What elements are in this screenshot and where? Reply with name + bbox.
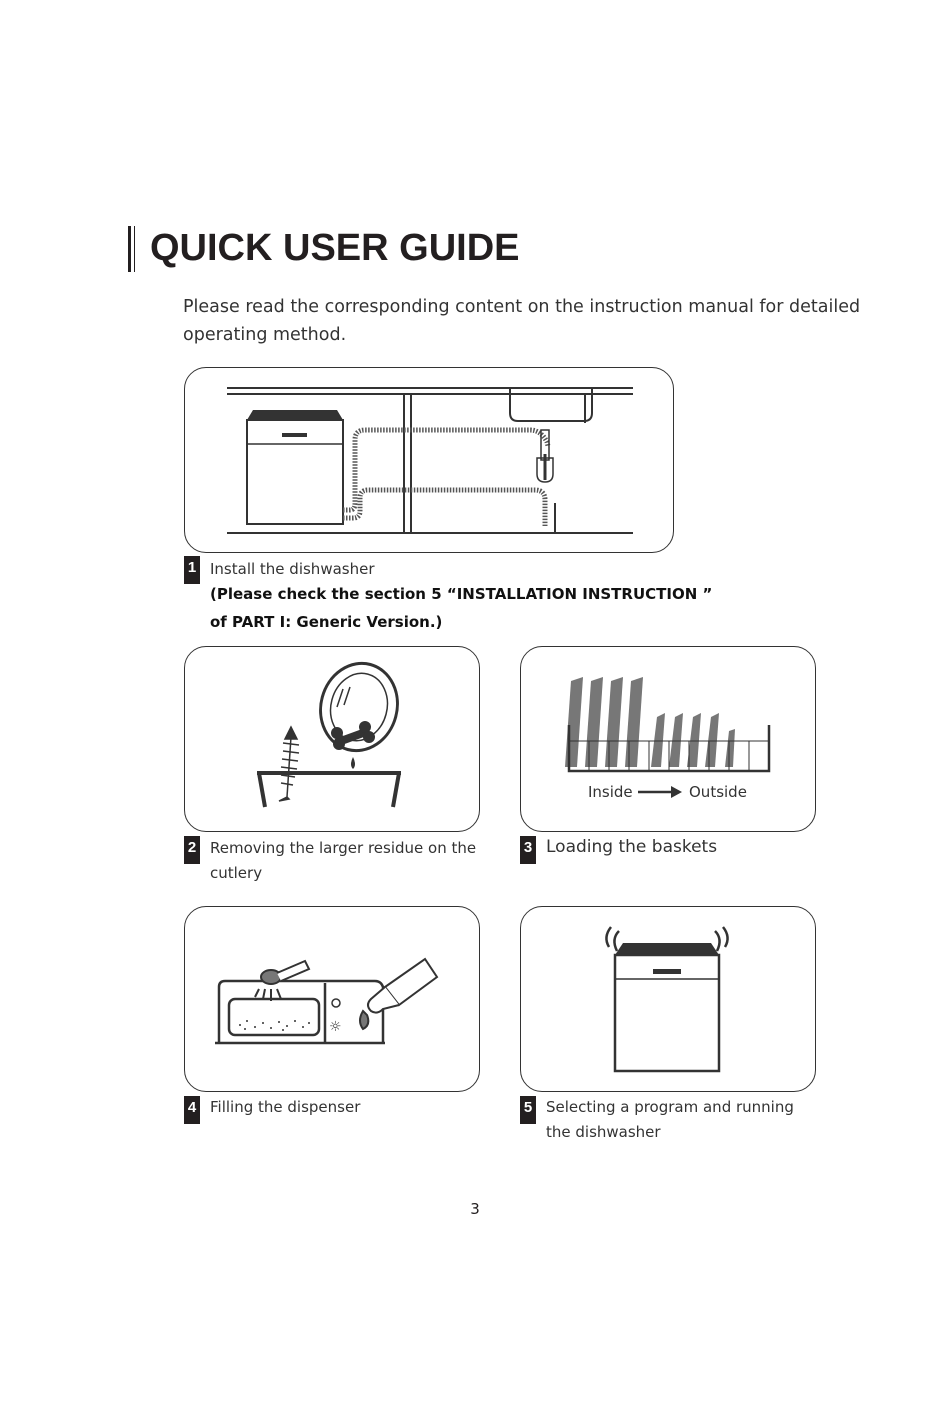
inside-label: Inside bbox=[588, 783, 633, 801]
step-3-number: 3 bbox=[520, 836, 536, 864]
dispenser-icon bbox=[215, 981, 385, 1043]
step-1-note-line-1: (Please check the section 5 “INSTALLATION INSTRUCTION ” bbox=[210, 585, 713, 603]
step-1-illustration bbox=[184, 367, 674, 553]
rinse-aid-bottle-icon bbox=[360, 959, 437, 1029]
step-3-caption: Loading the baskets bbox=[546, 837, 718, 857]
title-accent-bar-thin bbox=[134, 226, 135, 272]
step-1-caption: Install the dishwasher bbox=[210, 560, 375, 578]
sun-icon: ☼ bbox=[329, 1019, 342, 1035]
plate-icon bbox=[311, 655, 407, 760]
intro-text: Please read the corresponding content on the instruction manual for detailed operating method. bbox=[183, 297, 861, 345]
step-1-note-line-2: of PART Ⅰ: Generic Version.) bbox=[210, 613, 443, 631]
step-5-number: 5 bbox=[520, 1096, 536, 1124]
trash-bin-icon bbox=[257, 773, 401, 807]
dishwasher-icon bbox=[247, 410, 343, 524]
dispenser-filling-diagram bbox=[185, 907, 481, 1093]
step-5-caption: Selecting a program and running the dishwasher bbox=[546, 1098, 794, 1141]
step-2-caption: Removing the larger residue on the cutlery bbox=[210, 839, 477, 882]
running-dishwasher-diagram bbox=[521, 907, 817, 1093]
residue-removal-diagram bbox=[185, 647, 481, 833]
bone-icon bbox=[331, 721, 375, 769]
outside-label: Outside bbox=[689, 783, 747, 801]
step-1-number: 1 bbox=[184, 556, 200, 584]
indicator-light-icon bbox=[332, 999, 340, 1007]
fish-bone-icon bbox=[279, 727, 299, 801]
step-5-illustration bbox=[520, 906, 816, 1092]
arrow-right-icon bbox=[638, 786, 682, 798]
page-number: 3 bbox=[470, 1200, 480, 1218]
step-4-illustration bbox=[184, 906, 480, 1092]
dishwasher-icon bbox=[615, 943, 719, 1071]
installation-diagram bbox=[185, 368, 675, 554]
basket-loading-diagram bbox=[521, 647, 817, 833]
step-3-illustration bbox=[520, 646, 816, 832]
step-2-number: 2 bbox=[184, 836, 200, 864]
page-title: QUICK USER GUIDE bbox=[150, 227, 520, 269]
step-4-caption: Filling the dispenser bbox=[210, 1098, 361, 1116]
title-accent-bar bbox=[128, 226, 131, 272]
step-2-illustration bbox=[184, 646, 480, 832]
step-4-number: 4 bbox=[184, 1096, 200, 1124]
